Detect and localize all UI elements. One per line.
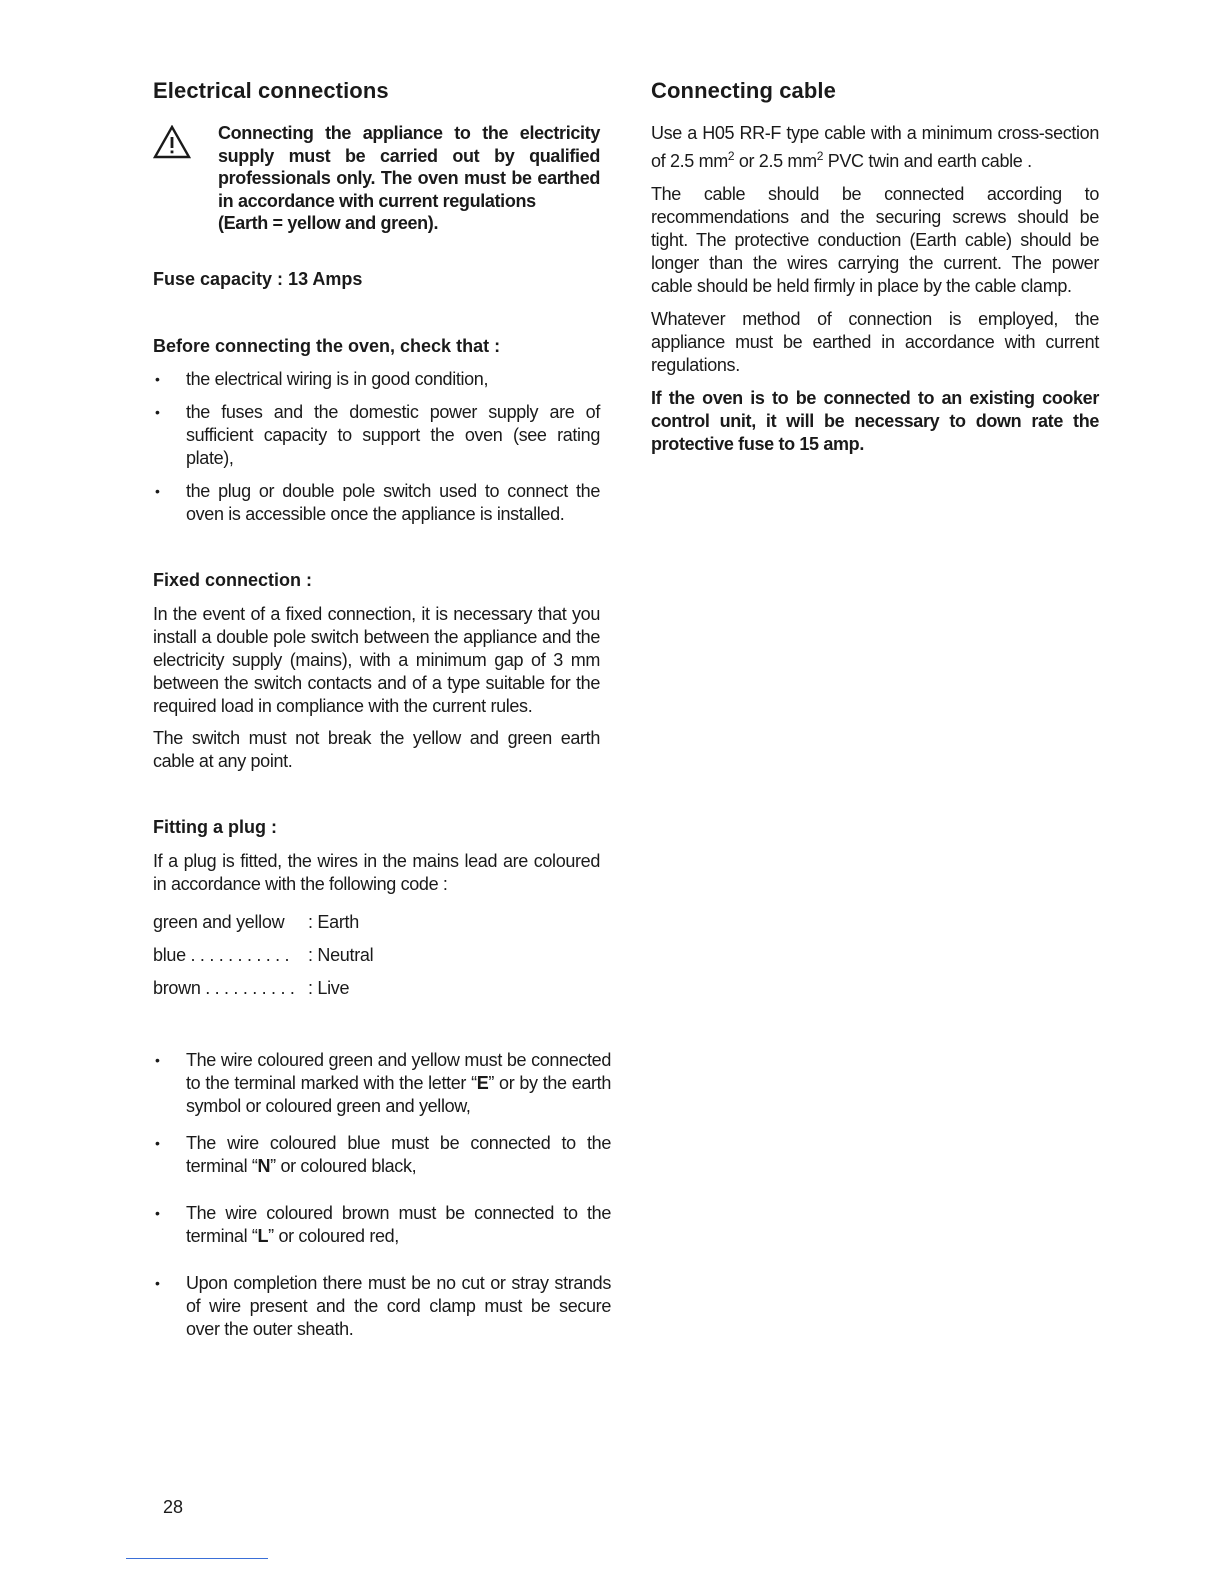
paragraph-text: PVC twin and earth cable . <box>823 151 1032 171</box>
paragraph-text: Use a H05 RR-F type cable with a minimum cross-section of 2.5 mm <box>651 123 1099 171</box>
cable-connection-paragraph: The cable should be connected according to recommendations and the securing screws should be tight. The protective conduction (Earth cable) should be longer than the wires carrying the current. The power cable should be held firmly in place by the cable clamp. <box>651 184 1099 296</box>
list-item: • the fuses and the domestic power supply are of sufficient capacity to support the oven (see rating plate), <box>153 401 600 470</box>
list-item: • Upon completion there must be no cut or stray strands of wire present and the cord clamp must be secure over the outer sheath. <box>153 1272 611 1341</box>
item-text: The wire coloured green and yellow must be connected to the terminal marked with the letter “ <box>186 1049 611 1093</box>
cable-type-paragraph <box>651 122 1099 173</box>
wire-meaning: : Earth <box>308 911 359 932</box>
warning-text: Connecting the appliance to the electricity supply must be carried out by qualified professionals only. The oven must be earthed in accordance with current regulations <box>218 123 600 211</box>
table-row <box>153 906 373 939</box>
plug-paragraph: If a plug is fitted, the wires in the mains lead are coloured in accordance with the following code : <box>153 850 600 894</box>
fixed-connection-paragraph: In the event of a fixed connection, it is necessary that you install a double pole switch between the appliance and the electricity supply (mains), with a minimum gap of 3 mm between the switch contacts and of a type suitable for the required load in compliance with the current rules. <box>153 603 600 716</box>
item-text: ” or coloured red, <box>268 1225 399 1246</box>
fitting-plug-heading: Fitting a plug : <box>153 816 277 837</box>
wire-colour: green and yellow <box>153 911 285 932</box>
item-text: ” or coloured black, <box>270 1155 417 1176</box>
item-text: The wire coloured brown must be connected to the terminal “ <box>186 1202 611 1246</box>
section-heading-electrical-connections: Electrical connections <box>153 78 389 103</box>
warning-block <box>153 122 600 235</box>
check-list <box>153 368 600 526</box>
check-heading: Before connecting the oven, check that : <box>153 335 501 356</box>
superscript: 2 <box>727 149 735 163</box>
wire-meaning: : Live <box>308 977 350 998</box>
page-number: 28 <box>163 1497 184 1517</box>
wire-colour: brown . . . . . . . . . . <box>153 977 295 998</box>
switch-earth-paragraph: The switch must not break the yellow and green earth cable at any point. <box>153 727 600 771</box>
warning-triangle-icon <box>153 125 191 159</box>
right-column <box>651 74 1099 456</box>
fuse-capacity: Fuse capacity : 13 Amps <box>153 268 363 289</box>
footer-rule <box>126 1558 268 1559</box>
item-text: The wire coloured blue must be connected to the terminal “ <box>186 1132 611 1176</box>
item-text: ” or by the earth symbol or coloured green and yellow, <box>186 1072 611 1116</box>
list-item <box>153 1049 611 1118</box>
section-heading-connecting-cable: Connecting cable <box>651 78 836 103</box>
table-row <box>153 972 373 1005</box>
superscript: 2 <box>816 149 824 163</box>
paragraph-text: or 2.5 mm <box>734 151 817 171</box>
list-item: • the plug or double pole switch used to connect the oven is accessible once the appliance is installed. <box>153 480 600 526</box>
warning-earth-note: (Earth = yellow and green). <box>218 213 439 234</box>
cooker-control-unit-note: If the oven is to be connected to an existing cooker control unit, it will be necessary to down rate the protective fuse to 15 amp. <box>651 388 1099 454</box>
fixed-connection-heading: Fixed connection : <box>153 569 313 590</box>
table-row <box>153 939 373 972</box>
terminal-letter: E <box>476 1072 489 1093</box>
terminal-letter: N <box>257 1155 271 1176</box>
list-item: • the electrical wiring is in good condition, <box>153 368 600 391</box>
wire-colour-code-table <box>153 906 373 1005</box>
left-column <box>153 74 611 1341</box>
wire-instructions-list <box>153 1049 611 1341</box>
terminal-letter: L <box>257 1225 269 1246</box>
list-item <box>153 1132 611 1178</box>
earthing-paragraph: Whatever method of connection is employed, the appliance must be earthed in accordance with current regulations. <box>651 309 1099 375</box>
wire-meaning: : Neutral <box>308 944 374 965</box>
list-item <box>153 1202 611 1248</box>
wire-colour: blue . . . . . . . . . . . <box>153 944 290 965</box>
